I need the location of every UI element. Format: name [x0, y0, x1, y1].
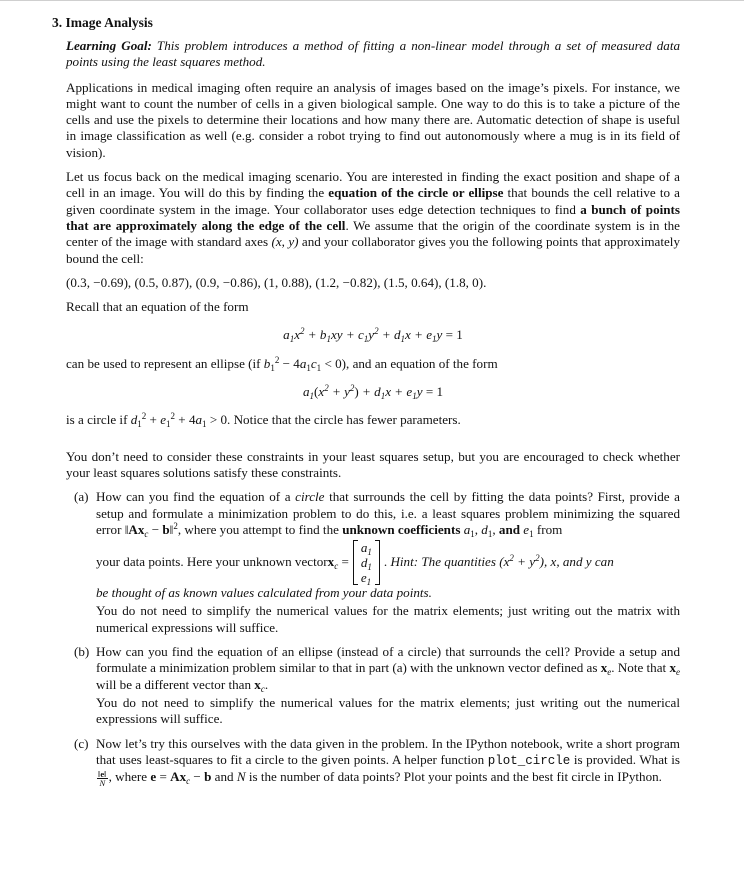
paragraph-scenario — [66, 169, 680, 267]
part-c-text-1: Now let’s try this ourselves with the data given in the problem. In the IPython notebook, write a short program that uses least-squares to fit a circle to the given points. A helper function — [96, 735, 680, 767]
ellipse-condition-sentence: can be used to represent an ellipse (if $b_1^2 - 4a_1c_1 < 0$), and an equation of the form — [66, 354, 498, 373]
part-a-label: (a) — [74, 489, 89, 505]
scenario-bold-2: a bunch of points that are approximately along the edge of the cell — [66, 201, 680, 233]
part-c-label: (c) — [74, 735, 89, 751]
part-b-question: How can you find the equation of an ellipse (instead of a circle) that surrounds the cell? Provide a setup and formulate a minimization problem similar to that in part (a) with the unknown vector defined as $x_e$. Note that $x_e$ will be a different vector than $x_c$. — [96, 644, 680, 694]
ellipse-text-2: ), and an equation of the form — [341, 355, 498, 371]
part-c-text-3: , where — [108, 769, 151, 785]
learning-goal-label: Learning Goal: — [66, 38, 152, 53]
part-a-vector-line: your data points. Here your unknown vector $x_c$ = $a_1$ $d_1$ $e_1$ . Hint: The quantities $(x^2 + y^2)$, x, and y can — [96, 540, 614, 588]
part-a-question: How can you find the equation of a circle that surrounds the cell by fitting the data points? First, provide a setup and formulate a minimization problem to do this, i.e. a least squares problem minimizing the squared error $‖Ax_c$ − b‖$^2$, where you attempt to find the unknown coefficients $a_1$, $d_1$, and $e_1$ from — [96, 489, 680, 539]
recall-sentence: Recall that an equation of the form — [66, 299, 249, 315]
part-c-text-2: is provided. What is — [570, 751, 681, 767]
part-c-text-4: and — [211, 769, 237, 785]
part-a-text-2: that surrounds the cell by fitting the data points? First, provide a setup and formulate a minimization problem to do this, i.e. a least squares problem minimizing the squared error — [96, 489, 680, 537]
constraints-note: You don’t need to consider these constraints in your least squares setup, but you are encouraged to check whether your least squares solutions satisfy these constraints. — [66, 448, 680, 480]
part-c — [66, 736, 680, 787]
learning-goal — [66, 38, 680, 71]
part-a-hint-text: Hint: The quantities — [390, 554, 496, 570]
part-a-hint-text-2: x, and y can — [550, 554, 614, 570]
unknown-vector-xc: $a_1$ $d_1$ $e_1$ — [353, 540, 380, 585]
part-b-note: You do not need to simplify the numerical values for the matrix elements; just writing out the numerical expressions will suffice. — [96, 694, 680, 727]
part-a-note: You do not need to simplify the numerical values for the matrix elements; just writing out the matrix with numerical expressions will suffice. — [96, 603, 680, 635]
part-b-text-1: How can you find the equation of an ellipse (instead of a circle) that surrounds the cell? Provide a setup and formulate a minimization problem similar to that in part (a) with the unknown vector defined as — [96, 644, 680, 676]
part-a-text-1: How can you find the equation of a — [96, 489, 296, 505]
scenario-text-4: and your collaborator gives you the following points that approximately bound the cell: — [66, 234, 680, 266]
part-a-text-3: , where you attempt to find the — [177, 521, 343, 537]
scenario-text-3: . We assume that the origin of the coordinate system is in the center of the image with standard axes — [66, 217, 680, 250]
part-a-circle-word: circle — [295, 489, 325, 505]
scenario-bold-1: equation of the circle or ellipse — [328, 185, 504, 201]
scenario-text-1: Let us focus back on the medical imaging scenario. You are interested in finding the exact position and shape of a cell in an image. You will do this by finding the — [66, 169, 680, 201]
data-points: (0.3, −0.69), (0.5, 0.87), (0.9, −0.86), (1, 0.88), (1.2, −0.82), (1.5, 0.64), (1.8, 0). — [66, 274, 487, 290]
section-title: 3. Image Analysis — [52, 15, 153, 30]
part-a-vector-intro: your data points. Here your unknown vector — [96, 554, 328, 570]
question-parts — [66, 489, 680, 786]
part-a-text-4: from — [533, 521, 563, 537]
paragraph-applications: Applications in medical imaging often require an analysis of images based on the image’s pixels. For instance, we might want to count the number of cells in a given biological sample. One way to do this is to take a picture of the cells and use the pixels to determine their locations and how many there are. Automatic detection of shape is useful in image classification as well (e.g. consider a robot trying to find out autonomously where a mug is in its field of vision). — [66, 79, 680, 160]
circle-text-2: . Notice that the circle has fewer parameters. — [227, 412, 461, 428]
scenario-axes: (x, y) — [271, 234, 299, 250]
circle-text-1: is a circle if — [66, 412, 131, 428]
part-a-hint: Hint: The quantities $(x^2 + y^2)$, x, and y can — [390, 553, 614, 570]
part-c-text-5: is the number of data points? Plot your points and the best fit circle in IPython. — [245, 769, 662, 785]
part-b-label: (b) — [74, 644, 90, 660]
circle-condition-sentence: is a circle if $d_1^2 + e_1^2 + 4a_1 > 0$. Notice that the circle has fewer parameters. — [66, 411, 461, 430]
plot-circle-function-name: plot_circle — [487, 753, 571, 768]
scenario-text-2: that bounds the cell relative to a given coordinate system in the image. Your collaborator uses edge detection techniques to find — [66, 185, 680, 217]
learning-goal-text: This problem introduces a method of fitting a non-linear model through a set of measured data points using the least squares method. — [66, 38, 681, 70]
ellipse-text-1: can be used to represent an ellipse (if — [66, 355, 264, 371]
part-a-unknown-coefficients: unknown coefficients — [342, 521, 461, 537]
part-b-text-2: . Note that — [611, 660, 670, 676]
part-a-hint-continued: be thought of as known values calculated from your data points. — [96, 585, 432, 601]
part-a-and: and — [498, 521, 521, 537]
circle-equation: $a_1(x^2 + y^2) + d_1x + e_1y = 1$ — [302, 383, 444, 402]
ellipse-equation: $a_1x^2 + b_1xy + c_1y^2 + d_1x + e_1y = 1$ — [283, 326, 463, 345]
part-b — [66, 644, 680, 727]
page-top-rule — [0, 0, 744, 1]
error-norm-fraction: $\frac{‖e‖}{N}$ — [98, 768, 107, 788]
part-b-text-3: will be a different vector than — [96, 676, 255, 692]
part-a — [66, 489, 680, 636]
part-c-question: Now let’s try this ourselves with the data given in the problem. In the IPython notebook, write a short program that uses least-squares to fit a circle to the given points. A helper function plot_circle is provided. What is $\frac{‖e‖}{N}$ , where $e = Ax_c - b$ and N is the number of data points? Plot your points and the best fit circle in IPython. — [96, 735, 681, 788]
problem-body — [66, 80, 680, 787]
problem-page — [52, 14, 680, 795]
